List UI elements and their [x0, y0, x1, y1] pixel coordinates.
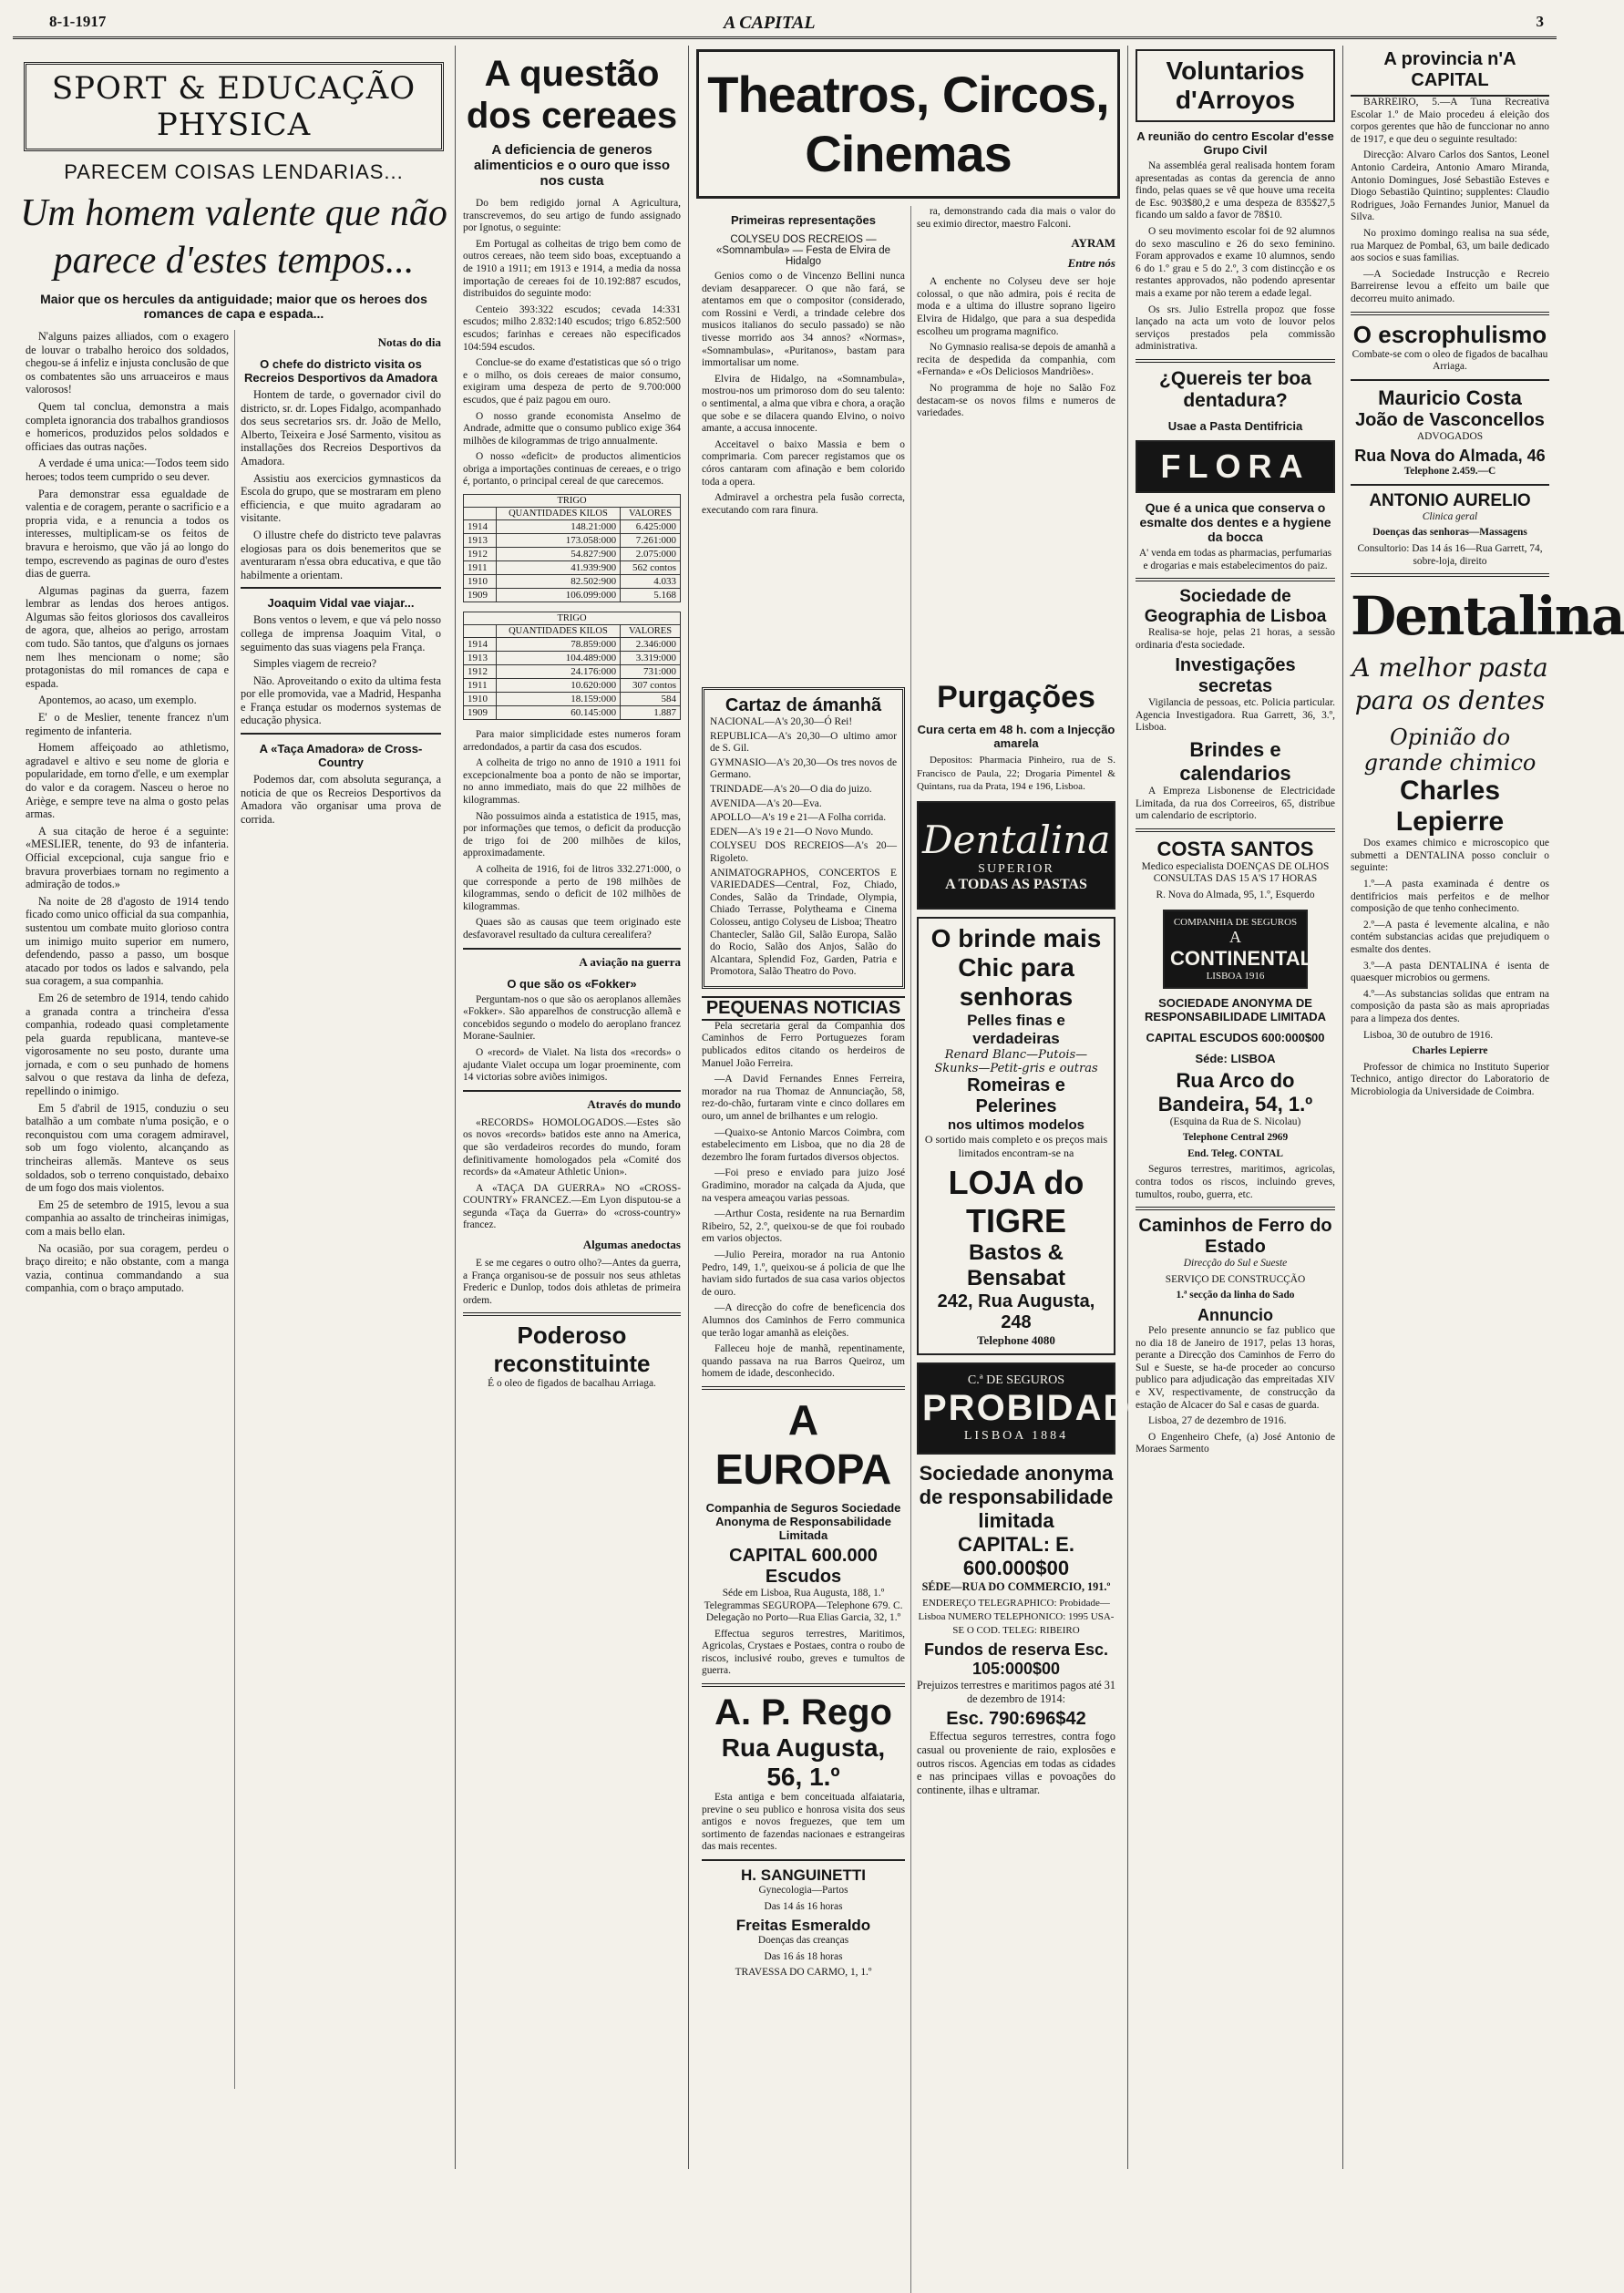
- europa-addr: Séde em Lisboa, Rua Augusta, 188, 1.º Telegrammas SEGUROPA—Telephone 679. C. Delegação no Porto—Rua Elias Garcia, 32, 1.º: [704, 1587, 903, 1624]
- masthead: A CAPITAL: [724, 13, 816, 33]
- paragraph: Pelo presente annuncio se faz publico que no dia 18 de Janeiro de 1917, pelas 13 horas, perante a Direcção dos Caminhos de Ferro do Sul e Sueste, se ha-de proceder ao concurso publico para adjudicação das empreitadas XIV e XV, respectivamente, de construcção da estação de Alcacer do Sal e casas de guarda.: [1136, 1324, 1335, 1411]
- tigre-name: LOJA do TIGRE: [948, 1163, 1084, 1239]
- ad-text: É o oleo de figados de bacalhau Arriaga.: [488, 1378, 656, 1390]
- tigre-addr: 242, Rua Augusta, 248: [937, 1290, 1095, 1332]
- table-title: TRIGO: [464, 612, 681, 625]
- wheat-table-2: [463, 612, 681, 720]
- probidade-tel: ENDEREÇO TELEGRAPHICO: Probidade—Lisboa NUMERO TELEPHONICO: 1995 USA-SE O COD. TELEG: RIBEIRO: [918, 1598, 1115, 1636]
- review-right: [911, 206, 1121, 680]
- paragraph: Elvira de Hidalgo, na «Somnambula», mostrou-nos um primoroso dom do seu talento: o sentimental, a alma que vibra e chora, a oração que sobe e se dilacera quando Elvino, o noivo amante, a accusa innocente.: [702, 373, 905, 435]
- brinde-line: O sortido mais completo e os preços mais limitados encontram-se na: [924, 1132, 1108, 1159]
- list-item: AVENIDA—A's 20—Eva.: [710, 797, 822, 809]
- escroph-text: Combate-se com o oleo de figados de bacalhau Arriaga.: [1352, 348, 1548, 373]
- probidade-prej: Prejuizos terrestres e maritimos pagos até 31 de dezembro de 1914:: [917, 1679, 1115, 1705]
- article-headline: Um homem valente que não parece d'estes tempos...: [20, 192, 447, 282]
- dentalina-tag: SUPERIOR: [978, 861, 1054, 876]
- table-header: QUANTIDADES KILOS: [496, 625, 620, 638]
- paragraph: O Engenheiro Chefe, (a) José Antonio de Moraes Sarmento: [1136, 1431, 1335, 1455]
- list-item: GYMNASIO—A's 20,30—Os tres novos de Germano.: [710, 756, 897, 781]
- cf-sub: Direcção do Sul e Sueste: [1183, 1258, 1288, 1270]
- paragraph: Homem affeiçoado ao athletismo, agradavel e altivo e seu nome de gloria e popularidade, em torno d'elle, e um exemplar do valor e da coragem. Nasceu o heroe no Ariège, e sempre teve na alma o gosto pelas armas.: [26, 741, 229, 821]
- table-row: 1910 18.159:000 584: [464, 693, 681, 706]
- list-item: APOLLO—A's 19 e 21—A Folha corrida.: [710, 812, 887, 824]
- cont-addr2: (Esquina da Rua de S. Nicolau): [1169, 1116, 1301, 1127]
- dentalina-sub: A melhor pasta para os dentes: [1352, 653, 1548, 716]
- probidade-soc: Sociedade anonyma de responsabilidade limitada: [919, 1461, 1114, 1532]
- paragraph: —Arthur Costa, residente na rua Bernardim Ribeiro, 52, 2.º, queixou-se de que foi roubado em varios objectos.: [702, 1208, 905, 1245]
- paragraph: Para maior simplicidade estes numeros foram arredondados, a partir da casa dos escudos.: [463, 729, 681, 753]
- tigre-tel: Telephone 4080: [977, 1332, 1055, 1347]
- brinde-title: O brinde mais Chic para senhoras: [930, 923, 1102, 1011]
- table-title: TRIGO: [464, 495, 681, 508]
- article-deck: Maior que os hercules da antiguidade; maior que os heroes dos romances de capa e espada...: [40, 292, 427, 321]
- ad-small: A' venda em todas as pharmacias, perfumarias e drogarias e mais estabelecimentos do paiz.: [1138, 547, 1332, 571]
- paragraph: «RECORDS» HOMOLOGADOS.—Estes são os novos «records» batidos este anno na America, que são verdadeiros recordes do mundo, foram definitivamente homologados pela «Comité dos records» da «Amateur Athletic Union».: [463, 1116, 681, 1178]
- page-header: [13, 9, 1557, 39]
- cont-addr: Rua Arco do Bandeira, 54, 1.º: [1157, 1068, 1313, 1116]
- paragraph: O «record» de Vialet. Na lista dos «records» o ajudante Vialet occupa um logar proeminente, com 14 victorias sobre aviões inimigos.: [463, 1046, 681, 1084]
- cf-sub2: SERVIÇO DE CONSTRUCÇÃO: [1165, 1273, 1306, 1285]
- table-row: 1911 10.620:000 307 contos: [464, 679, 681, 693]
- rego-text: Esta antiga e bem conceituada alfaiataria, previne o seu publico e honrosa visita dos seus antigos e novos freguezes, que tem um sortimento de fazendas nacionaes e estrangeiras das mais recentes.: [702, 1792, 905, 1853]
- doctor-name: Freitas Esmeraldo: [735, 1917, 871, 1935]
- subheading: A aviação na guerra: [579, 954, 681, 969]
- paragraph: Quaes são as causas que teem originado este desfavoravel resultado da cultura cerealifera?: [463, 917, 681, 941]
- column-cereals: [456, 46, 689, 2169]
- table-row: 1910 82.502:900 4.033: [464, 575, 681, 589]
- subheading: Algumas anedoctas: [582, 1238, 681, 1252]
- paragraph: —Quaixo-se Antonio Marcos Coimbra, com estabelecimento em Lisboa, que no dia 28 de dezembro lhe foram furtados diversos objectos.: [702, 1126, 905, 1163]
- aurelio-name: ANTONIO AURELIO: [1369, 490, 1531, 510]
- paragraph: Em 25 de setembro de 1915, levou a sua companhia ao assalto de trincheiras inimigas, com a mais bello elan.: [26, 1198, 229, 1238]
- paragraph: Direcção: Alvaro Carlos dos Santos, Leonel Antonio Cardeira, Antonio Amaro Miranda, Antonio Domingues, José Sebastião Esteves e Diogo Sebastião Quintino; supplentes: Claudio Rodrigues, João Fernandes Junior, Manuel da Silva.: [1351, 149, 1549, 223]
- paragraph: Algumas paginas da guerra, fazem lembrar as lendas dos heroes antigos. Algumas são feitos gloriosos dos cavalleiros de agora, que, alheios ao perigo, arrostam com tudo. São tantos, que d'alguns os jornaes nem lhes mencionam o nome; são protagonistas do mil romances de capa e espada.: [26, 583, 229, 690]
- paragraph: Não. Aproveitando o exito da ultima festa por elle promovida, vae a Madrid, Hespanha e França estudar os modernos systemas de educação physica.: [241, 674, 441, 727]
- table-header: QUANTIDADES KILOS: [496, 508, 620, 520]
- section-title: Theatros, Circos, Cinemas: [696, 49, 1120, 199]
- paragraph: 3.º—A pasta DENTALINA é isenta de quaesquer microbios ou germens.: [1351, 960, 1549, 984]
- cont-name: CONTINENTAL: [1170, 946, 1313, 970]
- paragraph: Em 26 de setembro de 1914, tendo cahido a granada contra a trincheira d'essa companhia, rodeado quasi completamente pela guarda republicana, manteve-se vigorosamente no seu posto, durante uma jornada, e com o seu punhado de homens salvou o que restava da linha de defeza, repellindo o inimigo.: [26, 991, 229, 1098]
- paragraph: Charles Lepierre: [1412, 1045, 1488, 1057]
- ad-sub: Usae a Pasta Dentifricia: [1167, 418, 1303, 433]
- probidade-foot: Effectua seguros terrestres, contra fogo casual ou proveniente de raio, explosões e outros riscos. Agencias em todas as cidades e nas principaes villas e povoações do continente, ilhas e ultramar.: [917, 1730, 1115, 1796]
- rego-name: A. P. Rego: [714, 1692, 892, 1733]
- probidade-top: C.ª DE SEGUROS: [967, 1373, 1065, 1387]
- signature: AYRAM: [1071, 236, 1115, 251]
- cf-sub3: 1.ª secção da linha do Sado: [1176, 1290, 1295, 1301]
- lawyer-sub: ADVOGADOS: [1416, 430, 1484, 442]
- cartaz-box: [702, 687, 905, 989]
- paragraph: Falleceu hoje de manhã, repentinamente, quando passava na rua Barros Queiroz, um homem de idade, desconhecido.: [702, 1343, 905, 1380]
- paragraph: Dos exames chimico e microscopico que submetti a DENTALINA posso concluir o seguinte:: [1351, 838, 1549, 874]
- europa-sub: Companhia de Seguros Sociedade Anonyma de Responsabilidade Limitada: [705, 1500, 901, 1542]
- paragraph: N'alguns paizes alliados, com o exagero de louvar o trabalho heroico dos soldados, chegou-se á infeliz e injusta conclusão de que os combatentes são uns arruaceiros e maus valorosos!: [26, 330, 230, 396]
- table-header: VALORES: [621, 508, 681, 520]
- paragraph: Hontem de tarde, o governador civil do districto, sr. dr. Lopes Fidalgo, acompanhado dos seus secretarios srs. dr. João de Mello, Alberto, Teixeira e José Sarmento, visitou as installações dos Recreios Desportivos da Amadora.: [241, 388, 441, 468]
- probidade-capital: CAPITAL: E. 600.000$00: [958, 1532, 1074, 1579]
- doctor-hours: Das 16 ás 18 horas: [764, 1950, 843, 1962]
- cont-tel: Telephone Central 2969: [1182, 1132, 1289, 1144]
- paragraph: O nosso grande economista Anselmo de Andrade, admitte que o consumo publico exige 364 milhões de kilogrammas de trigo annualmente.: [463, 410, 681, 447]
- paragraph: A «TAÇA DA GUERRA» NO «CROSS-COUNTRY» FRANCEZ.—Em Lyon disputou-se a segunda «Taça da Guerra» do «cross-country» francez.: [463, 1182, 681, 1231]
- paragraph: A colheita de 1916, foi de litros 332.271:000, o que corresponde a perto de 198 milhões de kilogrammas, sendo o deficit de 102 milhões de kilogrammas.: [463, 864, 681, 912]
- subheading: A reunião do centro Escolar d'esse Grupo Civil: [1136, 129, 1334, 157]
- costa-title: COSTA SANTOS: [1156, 837, 1314, 860]
- subheading: Através do mundo: [587, 1096, 681, 1111]
- paragraph: A verdade é uma unica:—Todos teem sido heroes; todos teem cumprido o seu dever.: [26, 457, 229, 483]
- paragraph: Admiravel a orchestra pela fusão correcta, executando com rara finura.: [702, 492, 905, 516]
- col3-lower: [696, 680, 1158, 2293]
- escroph-title: O escrophulismo: [1352, 320, 1547, 348]
- cont-soc: SOCIEDADE ANONYMA DE RESPONSABILIDADE LIMITADA: [1144, 995, 1327, 1023]
- subheading: Joaquim Vidal vae viajar...: [267, 596, 415, 611]
- paragraph: Na noite de 28 d'agosto de 1914 tendo ficado como unico official da sua companhia, sustentou um combate muito glorioso contra um inimigo muito superior em numero, defendendo, passo a passo, um bosque atacado por todos os lados e salvando, pela sua coragem, a sua companhia.: [26, 894, 229, 988]
- paragraph: BARREIRO, 5.—A Tuna Recreativa Escolar 1.º de Maio procedeu á eleição dos corpos gerentes que hão de funccionar no anno de 1917, e que deu o seguinte resultado:: [1351, 97, 1549, 145]
- brinde-line: nos ultimos modelos: [947, 1116, 1084, 1133]
- purgacoes-title: Purgações: [937, 680, 1095, 715]
- paragraph: —A Sociedade Instrucção e Recreio Barreirense levou a effeito um baile que decorreu muito animado.: [1351, 268, 1549, 304]
- subheading: Primeiras representações: [731, 213, 876, 227]
- list-item: COLYSEU DOS RECREIOS—A's 20—Rigoleto.: [710, 840, 897, 864]
- cont-top: COMPANHIA DE SEGUROS: [1173, 916, 1298, 928]
- paragraph: Simples viagem de recreio?: [253, 657, 377, 671]
- probidade-name: PROBIDADE: [922, 1387, 1158, 1428]
- subheading: COLYSEU DOS RECREIOS — «Somnambula» — Festa de Elvira de Hidalgo: [715, 234, 891, 267]
- lawyer-name: Mauricio Costa: [1378, 386, 1522, 409]
- paragraph: —Foi preso e enviado para juizo José Gradimino, morador na calçada da Ajuda, que na vespera ameaçou varias pessoas.: [702, 1167, 905, 1204]
- brinde-ad: [917, 917, 1115, 1355]
- lepierre-name: Charles Lepierre: [1395, 776, 1505, 838]
- lawyer-tel: Telephone 2.459.—C: [1403, 466, 1496, 478]
- table-row: 1913 104.489:000 3.319:000: [464, 652, 681, 665]
- table-row: 1909 60.145:000 1.887: [464, 706, 681, 720]
- cont-a: A: [1229, 927, 1241, 946]
- doctor-spec: Gynecologia—Partos: [758, 1885, 848, 1897]
- paragraph: Bons ventos o levem, e que vá pelo nosso collega de imprensa Joaquim Vital, o seguimento das suas viagens pela França.: [241, 613, 441, 653]
- paragraph: Pela secretaria geral da Companhia dos Caminhos de Ferro Portuguezes foram publicados editos citando os herdeiros de Manuel João Ferreira.: [702, 1020, 905, 1069]
- tigre-sub: Bastos & Bensabat: [966, 1239, 1066, 1290]
- brindes-title: Brindes e calendarios: [1179, 738, 1291, 786]
- paragraph: Podemos dar, com absoluta segurança, a noticia de que os Recreios Desportivos da Amadora vão organisar uma prova de corrida.: [241, 773, 441, 826]
- cf-title: Caminhos de Ferro do Estado: [1138, 1216, 1332, 1258]
- brinde-line: Pelles finas e verdadeiras: [967, 1011, 1065, 1047]
- lawyer-name: João de Vasconcellos: [1355, 409, 1545, 430]
- table-header: VALORES: [621, 625, 681, 638]
- header-date: 8-1-1917: [49, 13, 107, 30]
- table-row: 1911 41.939:900 562 contos: [464, 561, 681, 575]
- paragraph: —A David Fernandes Ennes Ferreira, morador na rua Thomaz de Annunciação, 58, rez-do-chão, furtaram vinte e cinco dollares em ouro, um annel de brilhantes e um relogio.: [702, 1074, 905, 1123]
- paragraph: O seu movimento escolar foi de 92 alumnos do sexo masculino e 26 do sexo feminino. Foram approvados e exame 10 alumnos, sendo 6 do 1.º grau e 5 do 2.º, 3 com distincção e os restantes approvados, não podendo apresentar mais a exame por não terem a edade legal.: [1136, 225, 1335, 299]
- paragraph: Professor de chimica no Instituto Superior Technico, antigo director do Laboratorio de Microbiologia da Universidade de Coimbra.: [1351, 1061, 1549, 1097]
- paragraph: No programma de hoje no Salão Foz destacam-se os novos films e numeros de variedades.: [917, 382, 1115, 419]
- wheat-table-1: [463, 494, 681, 602]
- paragraph: A colheita de trigo no anno de 1910 a 1911 foi excepcionalmente boa a ponto de não se importar, no anno immediato, mais do que 22 milhões de kilogrammas.: [463, 757, 681, 807]
- column-provincia: [1343, 46, 1624, 2169]
- table-header: [464, 508, 497, 520]
- doctor-hours: Das 14 ás 16 horas: [764, 1900, 843, 1912]
- cartaz-title: Cartaz de ámanhã: [725, 695, 882, 715]
- dentalina-tag: A TODAS AS PASTAS: [945, 876, 1087, 892]
- paragraph: O illustre chefe do districto teve palavras elogiosas para os dois benemeritos que se aventuraram n'essa obra educativa, e que tão habilmente a orientam.: [241, 528, 441, 581]
- table-header: [464, 625, 497, 638]
- paragraph: E se me cegares o outro olho?—Antes da guerra, a França organisou-se de possuir nos seus athletas Frederic e Dunlop, todos dois athletas de primeira ordem.: [463, 1258, 681, 1306]
- table-row: 1913 173.058:000 7.261:000: [464, 534, 681, 548]
- notices-title: PEQUENAS NOTICIAS: [702, 996, 905, 1021]
- paragraph: Do bem redigido jornal A Agricultura, transcrevemos, do seu artigo de fundo assignado por Ignotus, o seguinte:: [463, 198, 681, 234]
- aurelio-hours: Consultorio: Das 14 ás 16—Rua Garrett, 74, sobre-loja, direito: [1357, 543, 1543, 567]
- paragraph: —A direcção do cofre de beneficencia dos Alumnos dos Caminhos de Ferro communica que terão logar amanhã as eleições.: [702, 1302, 905, 1339]
- doctor-spec: Doenças das creanças: [757, 1935, 849, 1947]
- brinde-line: Romeiras e Pelerines: [967, 1075, 1065, 1116]
- dentalina-title: Dentalina: [1351, 585, 1624, 648]
- column-arroyos: [1128, 46, 1343, 2169]
- ad-text: Que é a unica que conserva o esmalte dos dentes e a hygiene da bocca: [1139, 499, 1331, 544]
- cont-sede: Séde: LISBOA: [1195, 1051, 1276, 1065]
- cont-tel2: End. Teleg. CONTAL: [1187, 1147, 1283, 1159]
- notes-subtitle: O chefe do districto visita os Recreios Desportivos da Amadora: [244, 357, 437, 385]
- probidade-logo: [917, 1362, 1158, 1455]
- paragraph: 4.º—As substancias solidas que entram na composição da pasta são as mais apropriadas para a limpeza dos dentes.: [1351, 988, 1549, 1024]
- paragraph: Em 5 d'abril de 1915, conduziu o seu batalhão a um combate n'uma posição, e o reconquistou com uma coragem admiravel, sob um fogo violento, alcançando as trincheiras allemãs. Manteve os seus soldados, sob o terreno conquistado, debaixo de um fogo dos mais violentos.: [26, 1101, 229, 1195]
- paragraph: Conclue-se do exame d'estatisticas que só o trigo e o milho, os dois cereaes de maior consumo, exigiram uma despeza de perto de 9.700:000 escudos, que é paiz pagou em ouro.: [463, 357, 681, 406]
- aurelio-sub: Clinica geral: [1422, 510, 1478, 522]
- brinde-line: Renard Blanc—Putois—Skunks—Petit-gris e outras: [934, 1047, 1098, 1075]
- probidade-esc: Esc. 790:696$42: [946, 1709, 1086, 1730]
- costa-addr: R. Nova do Almada, 95, 1.º, Esquerdo: [1156, 889, 1315, 901]
- paragraph: 1.º—A pasta examinada é dentre os dentifricios mais perfeitos e de melhor composição de que tenho conhecimento.: [1351, 879, 1549, 915]
- paragraph: A Empreza Lisbonense de Electricidade Limitada, da rua dos Correeiros, 65, distribue um calendario de escriptorio.: [1136, 786, 1335, 822]
- lepierre-title: Opinião do grande chimico: [1363, 725, 1537, 776]
- doctor-name: H. SANGUINETTI: [741, 1866, 866, 1885]
- paragraph: ra, demonstrando cada dia mais o valor do seu eximio director, maestro Falconi.: [917, 206, 1115, 230]
- paragraph: Perguntam-nos o que são os aeroplanos allemães «Fokker». São apparelhos de construcção allemã e concebidos segundo o modelo do aeroplano francez Morane-Saulnier.: [463, 993, 681, 1043]
- page-number: 3: [1536, 13, 1544, 30]
- dentalina-ad: [917, 801, 1115, 910]
- paragraph: O nosso «deficit» de productos alimenticios obriga a importações continuas de cereaes, e o trigo é, portanto, o principal cereal de que carecemos.: [463, 451, 681, 488]
- paragraph: No proximo domingo realisa na sua séde, rua Marquez de Pombal, 63, um baile dedicado aos socios e suas familias.: [1351, 227, 1549, 264]
- geo-title: Sociedade de Geographia de Lisboa: [1144, 587, 1327, 627]
- list-item: TRINDADE—A's 20—O dia do juizo.: [710, 783, 872, 795]
- column-sport: [13, 46, 456, 2169]
- lawyer-addr: Rua Nova do Almada, 46: [1354, 447, 1546, 466]
- ad-title: Poderoso reconstituinte: [493, 1321, 651, 1378]
- dentalina-logo: Dentalina: [922, 817, 1111, 862]
- paragraph: Acceitavel o baixo Massia e bem o comprimaria. Com parecer registamos que os córos cantaram com afinação e bem colorido toda a opera.: [702, 438, 905, 488]
- paragraph: Quem tal conclua, demonstra a mais completa ignorancia dos trabalhos grandiosos e homericos, produzidos pelos soldados e officiaes das outras nações.: [26, 399, 229, 453]
- cf-ann: Annuncio: [1197, 1305, 1273, 1324]
- table-row: 1912 54.827:900 2.075:000: [464, 548, 681, 561]
- list-item: NACIONAL—A's 20,30—Ó Rei!: [710, 716, 853, 727]
- continental-logo: [1163, 910, 1313, 989]
- purgacoes-text: Cura certa em 48 h. com a Injecção amarela: [917, 723, 1115, 750]
- europa-title: A EUROPA: [714, 1395, 892, 1493]
- theatre-review: [696, 206, 1120, 680]
- probidade-fundos: Fundos de reserva Esc. 105:000$00: [923, 1640, 1109, 1679]
- costa-sub: Medico especialista DOENÇAS DE OLHOS CONSULTAS DAS 15 A'S 17 HORAS: [1141, 860, 1330, 885]
- paragraph: E' o de Meslier, tenente francez n'um regimento de infanteria.: [26, 711, 229, 737]
- paragraph: Os srs. Julio Estrella propoz que fosse lançado na acta um voto de louvor pelos serviços prestados pela commissão administrativa.: [1136, 303, 1335, 353]
- paragraph: Na ocasião, por sua coragem, perdeu o braço direito; e não obstante, com a manga vazia, continua commandando a sua companhia, com o braço amputado.: [26, 1241, 229, 1295]
- cont-text: Seguros terrestres, maritimos, agricolas, contra todos os riscos, incluindo greves, tumultos, roubo, guerra, etc.: [1136, 1164, 1335, 1200]
- europa-text: Effectua seguros terrestres, Maritimos, Agricolas, Crystaes e Postaes, contra o roubo de riscos, inclusivé roubo, greves e tumultos de guerra.: [702, 1628, 905, 1677]
- flora-tube: FLORA: [1136, 440, 1335, 493]
- table-row: 1914 78.859:000 2.346:000: [464, 638, 681, 652]
- article-kicker: PARECEM COISAS LENDARIAS...: [64, 160, 404, 183]
- review-left: [696, 206, 911, 680]
- paragraph: No Gymnasio realisa-se depois de amanhã a recita de despedida da companhia, com «Fernanda» e «Os Deliciosos Mandriões».: [917, 342, 1115, 378]
- list-item: ANIMATOGRAPHOS, CONCERTOS E VARIEDADES—Central, Foz, Chiado, Condes, Salão da Trindade, Olympia, Chiado Terrasse, Polytheama e Cinema Colosseu, antigo Colyseu de Lisboa; Theatro Chantecler, Salão Gil, Salão Europa, Salão do Rocio, Salão dos Anjos, Salão do Alcantara, Splendid Foz, Garden, Patria e Promotora, Salão Theatro do Povo.: [710, 867, 897, 978]
- doctor-addr: TRAVESSA DO CARMO, 1, 1.º: [735, 1967, 872, 1979]
- paragraph: A enchente no Colyseu deve ser hoje colossal, o que não admira, pois é recita de moda e a ultima do illustre soprano ligeiro Elvira de Hidalgo, que para a sua despedida escolheu um programa magnifico.: [917, 276, 1115, 337]
- subheading: A «Taça Amadora» de Cross-Country: [259, 742, 423, 770]
- subheading: Entre nós: [1067, 256, 1115, 271]
- paragraph: Lisboa, 30 de outubro de 1916.: [1363, 1029, 1494, 1041]
- notes-title: Notas do dia: [377, 335, 441, 349]
- paragraph: Genios como o de Vincenzo Bellini nunca deviam desapparecer. O que não fará, se atentamos em que o compositor (considerado, com Rossini e Verdi, a trindade celebre dos musicos italianos do seculo passado) se não tivesse morrido aos 34 annos? «Normas», «Somnambulas», «Puritanos», bastam para immortalisar um nome.: [702, 271, 905, 369]
- list-item: EDEN—A's 19 e 21—O Novo Mundo.: [710, 826, 874, 838]
- body-left: [20, 330, 235, 2089]
- table-row: 1912 24.176:000 731:000: [464, 665, 681, 679]
- paragraph: Na assembléa geral realisada hontem foram apresentadas as contas da gerencia de anno findo, pelas quaes se vê que houve uma receita de Esc. 903$80,2 e uma despeza de 835$27,5 ficando um saldo a favor de 78$10.: [1136, 160, 1335, 221]
- paragraph: Em Portugal as colheitas de trigo bem como de outros cereaes, não teem sido boas, exceptuando a de 1910 a 1911; em 1913 e 1914, a media da nossa importação de cereaes foi de 10.192:887 escudos, distribuidos do seguinte modo:: [463, 238, 681, 300]
- section-title: SPORT & EDUCAÇÃO PHYSICA: [24, 62, 444, 151]
- probidade-sede: SÉDE—RUA DO COMMERCIO, 191.º: [921, 1579, 1111, 1593]
- paragraph: Não possuimos ainda a estatistica de 1915, mas, por informações que temos, o deficit da producção de trigo foi de 200 milhões de kilos, approximadamente.: [463, 810, 681, 859]
- newspaper-page: [13, 9, 1624, 2169]
- probidade-place: LISBOA 1884: [963, 1428, 1069, 1443]
- paragraph: Assistiu aos exercicios gymnasticos da Escola do grupo, que se mostraram em pleno efficiencia, e que muito agradaram ao visitante.: [241, 471, 441, 525]
- purgacoes-small: Depositos: Pharmacia Pinheiro, rua de S. Francisco de Paula, 22; Drogaria Pimentel & Quintans, rua da Prata, 194 e 196, Lisboa.: [917, 755, 1115, 793]
- article-body: [20, 330, 447, 2089]
- paragraph: Vigilancia de pessoas, etc. Policia particular. Agencia Investigadora. Rua Garrett, 36, 3.º, Lisboa.: [1136, 697, 1335, 734]
- section-title: A provincia n'A CAPITAL: [1351, 46, 1549, 97]
- body-right: [235, 330, 447, 2089]
- table-row: 1914 148.21:000 6.425:000: [464, 520, 681, 534]
- list-item: REPUBLICA—A's 20,30—O ultimo amor de S. Gil.: [710, 730, 897, 755]
- cont-capital: CAPITAL ESCUDOS 600:000$00: [1146, 1030, 1325, 1044]
- europa-capital: CAPITAL 600.000 Escudos: [729, 1545, 878, 1587]
- article-headline: A questão dos cereaes: [466, 54, 678, 136]
- aurelio-text: Doenças das senhoras—Massagens: [1372, 527, 1527, 539]
- paragraph: Para demonstrar essa egualdade de valentia e de coragem, perante o sacrificio e a propria vida, e a renuncia a todos os interesses, multiplicam-se os feitos de bravura e heroismo, que vão já ao longo do tempo, escrevendo as paginas de ouro d'estes dias de guerra.: [26, 487, 229, 581]
- column-theatres: [689, 46, 1158, 2169]
- subheading: O que são os «Fokker»: [507, 976, 637, 991]
- col3-lower-left: [696, 680, 911, 2293]
- paragraph: Realisa-se hoje, pelas 21 horas, a sessão ordinaria d'esta sociedade.: [1136, 627, 1335, 651]
- paragraph: Apontemos, ao acaso, um exemplo.: [38, 694, 197, 707]
- section-title: Voluntarios d'Arroyos: [1136, 49, 1335, 122]
- table-row: 1909 106.099:000 5.168: [464, 589, 681, 602]
- paragraph: —Julio Pereira, morador na rua Antonio Pedro, 149, 1.º, queixou-se á policia de que lhe haviam sido furtados de sua casa varios objectos de ouro.: [702, 1249, 905, 1298]
- paragraph: Lisboa, 27 de dezembro de 1916.: [1148, 1415, 1287, 1427]
- cont-year: LISBOA 1916: [1206, 970, 1265, 982]
- paragraph: Centeio 393:322 escudos; cevada 14:331 escudos; milho 2.832:140 escudos; trigo 6.852:500 escudos; farinhas e cereaes não especificados 104:594 escudos.: [463, 303, 681, 353]
- article-deck: A deficiencia de generos alimenticios e o ouro que isso nos custa: [473, 142, 671, 189]
- rego-addr: Rua Augusta, 56, 1.º: [721, 1733, 886, 1792]
- paragraph: 2.º—A pasta é levemente alcalina, e não contém substancias acidas que prejudiquem o esmalte dos dentes.: [1351, 919, 1549, 955]
- col3-lower-right: [911, 680, 1158, 2293]
- paragraph: A sua citação de heroe é a seguinte: «MESLIER, tenente, do 93 de infanteria. Official excepcional, cuja sangue frio e bravura proverbiaes tornam no regimento a admiração de todos.»: [26, 824, 229, 891]
- ad-title: ¿Quereis ter boa dentadura?: [1159, 367, 1311, 411]
- invest-title: Investigações secretas: [1175, 655, 1296, 697]
